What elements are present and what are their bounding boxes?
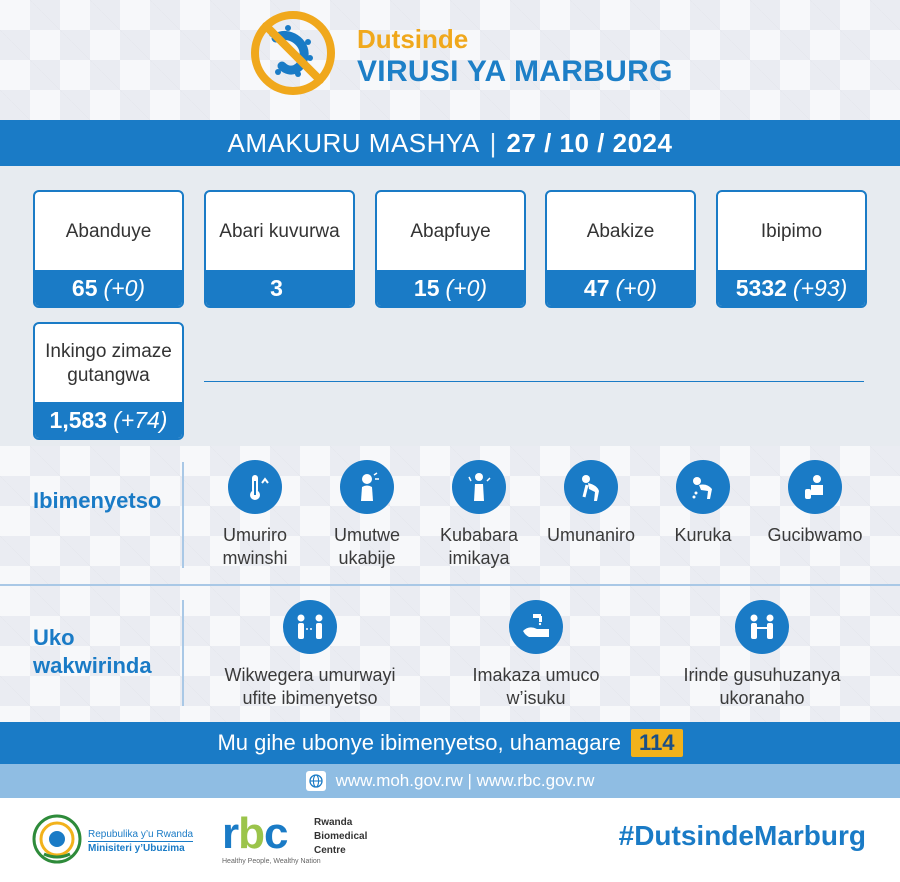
symptom-label [541, 524, 641, 547]
news-label: AMAKURU MASHYA [227, 127, 480, 158]
rbc-name-line3: Centre [314, 845, 346, 856]
header-text [357, 24, 673, 90]
diarrhea-icon [788, 460, 842, 514]
rbc-letter-c: c [264, 809, 288, 858]
header-subtitle: Dutsinde [357, 24, 469, 54]
stat-label: Ibipimo [760, 221, 823, 242]
handwashing-icon [509, 600, 563, 654]
symptom-label-line1: Umuriro [222, 525, 287, 545]
stat-card-infected [33, 190, 184, 308]
hotline-number[interactable]: 114 [631, 729, 683, 757]
no-virus-logo-icon [248, 8, 338, 98]
symptom-label-line1: Umunaniro [546, 525, 636, 545]
symptom-label [765, 524, 865, 547]
symptom-label-line2: ukabije [338, 548, 396, 568]
symptom-vomiting [653, 460, 753, 547]
stat-card-in-treatment [204, 190, 355, 308]
symptom-headache [317, 460, 417, 570]
symptom-fever [205, 460, 305, 570]
fatigue-icon [564, 460, 618, 514]
rbc-tagline: Healthy People, Wealthy Nation [222, 858, 321, 865]
report-date: 27 / 10 / 2024 [506, 127, 673, 158]
prevention-label-line2: ukoranaho [719, 688, 805, 708]
hotline-bar [0, 722, 900, 764]
stat-delta: (+0) [103, 274, 146, 301]
stat-label: Abapfuye [410, 221, 491, 242]
footer [0, 798, 900, 882]
symptom-label [317, 524, 417, 570]
rbc-letters [222, 809, 321, 858]
rbc-letter-r: r [222, 809, 239, 858]
stat-number: 3 [270, 274, 283, 301]
prevention-label-line2: w’isuku [506, 688, 566, 708]
stat-card-tests [716, 190, 867, 308]
symptom-label-line2: mwinshi [222, 548, 288, 568]
campaign-hashtag: #DutsindeMarburg [618, 820, 866, 851]
symptom-label-line1: Umutwe [333, 525, 400, 545]
stat-label: Abanduye [65, 221, 152, 242]
headache-icon [340, 460, 394, 514]
stats-panel [0, 166, 900, 446]
stat-value [206, 270, 353, 306]
prevention-title-line2: wakwirinda [33, 653, 152, 678]
stat-number: 47 [583, 274, 610, 301]
stat-value [377, 270, 524, 306]
stat-delta: (+0) [615, 274, 658, 301]
rbc-name-line2: Biomedical [314, 831, 368, 842]
symptom-label [429, 524, 529, 570]
vomiting-icon [676, 460, 730, 514]
prevention-label-line1: Imakaza umuco [472, 665, 600, 685]
stat-label: Abari kuvurwa [219, 221, 340, 242]
ministry-line1: Repubulika y’u Rwanda [88, 829, 194, 840]
muscle-pain-icon [452, 460, 506, 514]
date-bar [0, 120, 900, 166]
stat-number: 5332 [735, 274, 787, 301]
stat-value [547, 270, 694, 306]
header-title: VIRUSI YA MARBURG [357, 55, 673, 88]
rbc-letter-b: b [238, 809, 265, 858]
symptom-label [205, 524, 305, 570]
stat-value [35, 270, 182, 306]
rwanda-seal-icon [32, 814, 82, 864]
prevention-no-handshake [662, 600, 862, 710]
header [0, 0, 900, 120]
rbc-logo [222, 809, 368, 865]
hotline-text: Mu gihe ubonye ibimenyetso, uhamagare [217, 730, 622, 755]
stat-label: Inkingo zimaze gutangwa [45, 341, 172, 386]
prevention-distance [210, 600, 410, 710]
prevention-label [210, 664, 410, 710]
globe-icon [306, 771, 326, 791]
prevention-title-line1: Uko [33, 625, 75, 650]
prevention-section [0, 586, 900, 722]
symptom-muscle-pain [429, 460, 529, 570]
symptom-label [653, 524, 753, 547]
symptom-fatigue [541, 460, 641, 547]
stat-value [718, 270, 865, 306]
no-handshake-icon [735, 600, 789, 654]
website-links[interactable]: www.moh.gov.rw | www.rbc.gov.rw [335, 771, 595, 790]
stat-card-recovered [545, 190, 696, 308]
symptom-label-line1: Kubabara [439, 525, 519, 545]
prevention-label [436, 664, 636, 710]
symptoms-divider [182, 462, 184, 568]
stat-card-deaths [375, 190, 526, 308]
stat-value [35, 402, 182, 438]
stat-label: Abakize [586, 221, 655, 242]
rbc-name-line1: Rwanda [314, 817, 353, 828]
prevention-label-line1: Irinde gusuhuzanya [683, 665, 841, 685]
symptom-label-line1: Kuruka [674, 525, 732, 545]
symptom-label-line2: imikaya [448, 548, 510, 568]
ministry-name [88, 828, 193, 855]
stat-card-vaccines [33, 322, 184, 440]
prevention-label-line2: ufite ibimenyetso [242, 688, 378, 708]
symptoms-section [0, 446, 900, 584]
stat-number: 1,583 [49, 406, 108, 433]
stat-delta: (+74) [113, 406, 168, 433]
thermometer-icon [228, 460, 282, 514]
symptom-label-line1: Gucibwamo [767, 525, 863, 545]
prevention-label-line1: Wikwegera umurwayi [224, 665, 396, 685]
prevention-label [662, 664, 862, 710]
rbc-full-name [314, 816, 367, 858]
distance-icon [283, 600, 337, 654]
stat-delta: (+0) [445, 274, 488, 301]
stat-delta: (+93) [792, 274, 848, 301]
ministry-line2: Minisiteri y’Ubuzima [88, 841, 193, 855]
website-bar [0, 764, 900, 798]
prevention-hygiene [436, 600, 636, 710]
date-separator: | [489, 127, 497, 158]
symptoms-title: Ibimenyetso [33, 488, 162, 513]
prevention-divider [182, 600, 184, 706]
prevention-title [33, 624, 152, 680]
stat-number: 15 [413, 274, 440, 301]
stat-number: 65 [71, 274, 98, 301]
stats-divider-line [204, 381, 864, 382]
symptom-diarrhea [765, 460, 865, 547]
